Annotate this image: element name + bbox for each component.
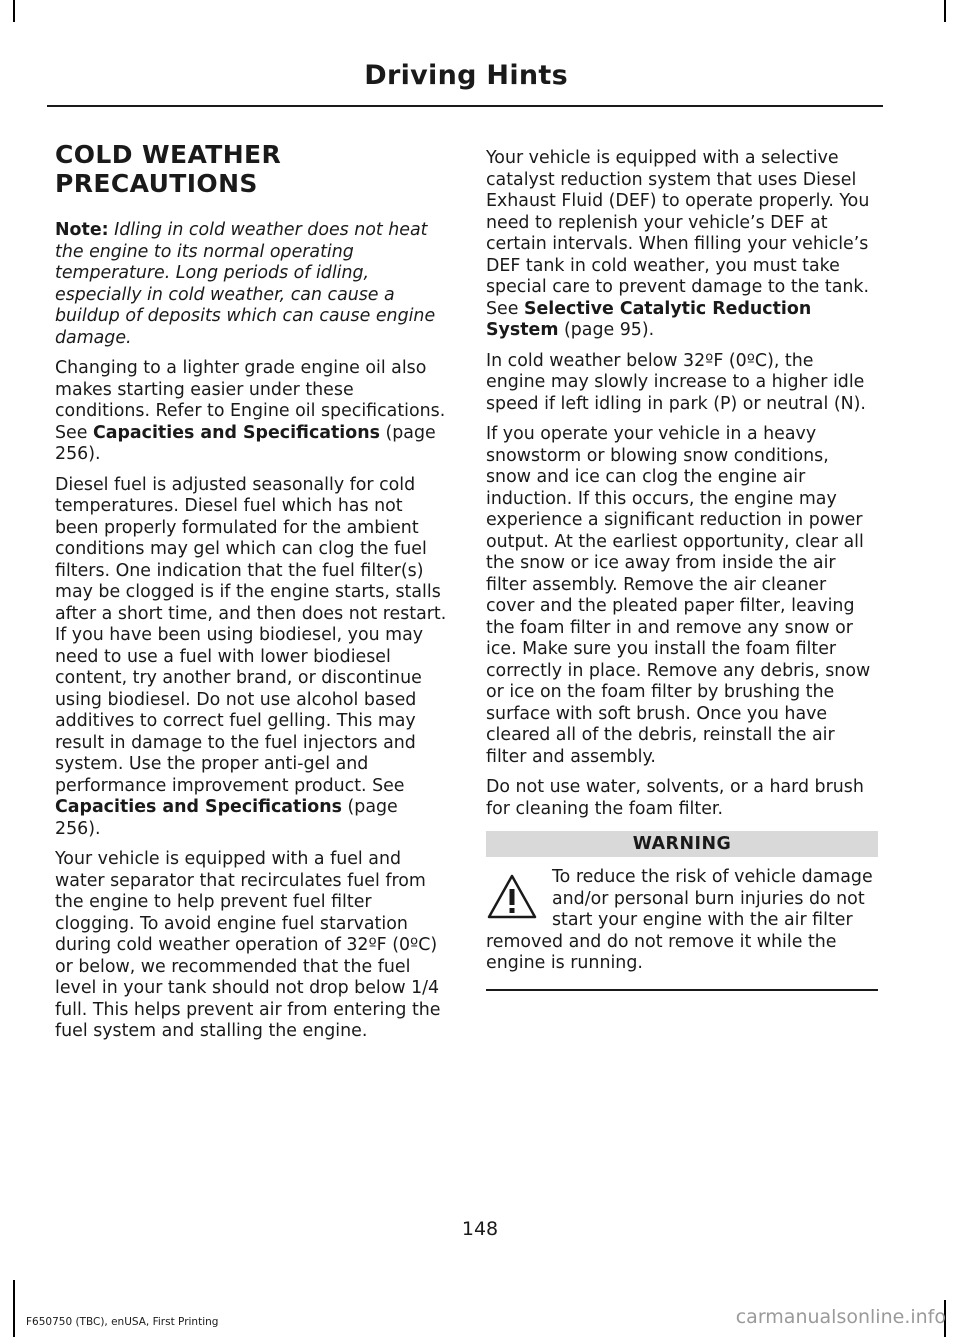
warning-divider: [486, 989, 878, 991]
oil-paragraph: [55, 358, 447, 466]
diesel-page-ref: (page 256).: [55, 797, 398, 839]
scr-link[interactable]: Selective Catalytic Reduction System: [486, 298, 812, 340]
page-number: 148: [461, 1218, 499, 1240]
crop-mark-bottom-left-v: [13, 1280, 15, 1337]
oil-text: Changing to a lighter grade engine oil also makes starting easier under these conditions. Refer to Engine oil specifications. See: [55, 358, 446, 443]
warning-triangle-icon: [486, 873, 538, 921]
section-heading: COLD WEATHER PRECAUTIONS: [55, 140, 282, 198]
crop-mark-top-right-v: [944, 0, 946, 22]
warning-text: To reduce the risk of vehicle damage and/or personal burn injuries do not start your engine with the air filter removed and do not remove it while the engine is running.: [486, 867, 873, 973]
page-header-title: Driving Hints: [364, 60, 568, 91]
crop-mark-top-left-v: [13, 0, 15, 22]
fuel-separator-paragraph: Your vehicle is equipped with a fuel and water separator that recirculates fuel from the engine to help prevent fuel filter clogging. To avoid engine fuel starvation during cold weather operation of 32ºF (0ºC) or below, we recommended that the fuel level in your tank should not drop below 1/4 full. This helps prevent air from entering the fuel system and stalling the engine.: [55, 849, 441, 1041]
watermark: carmanualsonline.info: [735, 1306, 946, 1328]
def-paragraph: [486, 148, 878, 342]
oil-page-ref: (page 256).: [55, 422, 436, 464]
scr-page-ref: (page 95).: [558, 320, 655, 340]
warning-box: [486, 831, 878, 991]
left-column: [55, 140, 447, 1052]
note-label: Note:: [55, 220, 109, 240]
diesel-fuel-text: Diesel fuel is adjusted seasonally for cold temperatures. Diesel fuel which has not been properly formulated for the ambient conditions may gel which can clog the fuel filters. One indication that the fuel filter(s) may be clogged is if the engine starts, stalls after a short time, and then does not restart. If you have been using biodiesel, you may need to use a fuel with lower biodiesel content, try another brand, or discontinue using biodiesel. Do not use alcohol based additives to correct fuel gelling. This may result in damage to the fuel injectors and system. Use the proper anti-gel and performance improvement product. See: [55, 474, 447, 796]
warning-title: WARNING: [486, 831, 878, 857]
header-divider: [47, 105, 883, 107]
capacities-link-1[interactable]: Capacities and Specifications: [92, 422, 380, 443]
right-column: [486, 148, 878, 991]
snow-paragraph: If you operate your vehicle in a heavy snowstorm or blowing snow conditions, snow and ice can clog the engine air induction. If this occurs, the engine may experience a significant reduction in power output. At the earliest opportunity, clear all the snow or ice away from inside the air filter assembly. Remove the air cleaner cover and the pleated paper filter, leaving the foam filter in and remove any snow or ice. Make sure you install the foam filter correctly in place. Remove any debris, snow or ice on the foam filter by brushing the surface with soft brush. Once you have cleared all of the debris, reinstall the air filter and assembly.: [486, 424, 871, 767]
foam-filter-paragraph: Do not use water, solvents, or a hard brush for cleaning the foam filter.: [486, 777, 864, 819]
diesel-fuel-paragraph: [55, 475, 447, 841]
note-paragraph: [55, 220, 447, 349]
def-text: Your vehicle is equipped with a selective catalyst reduction system that uses Diesel Exhaust Fluid (DEF) to operate properly. You need to replenish your vehicle’s DEF at certain intervals. When filling your vehicle’s DEF tank in cold weather, you must take special care to prevent damage to the tank. See: [486, 148, 870, 319]
warning-body: [486, 867, 878, 975]
print-footer: F650750 (TBC), enUSA, First Printing: [26, 1316, 219, 1328]
capacities-link-2[interactable]: Capacities and Specifications: [55, 797, 342, 817]
idle-paragraph: In cold weather below 32ºF (0ºC), the engine may slowly increase to a higher idle speed if left idling in park (P) or neutral (N).: [486, 350, 866, 414]
note-text: Idling in cold weather does not heat the engine to its normal operating temperature. Long periods of idling, especially in cold weather, can cause a buildup of deposits which can cause engine damage.: [55, 220, 436, 348]
